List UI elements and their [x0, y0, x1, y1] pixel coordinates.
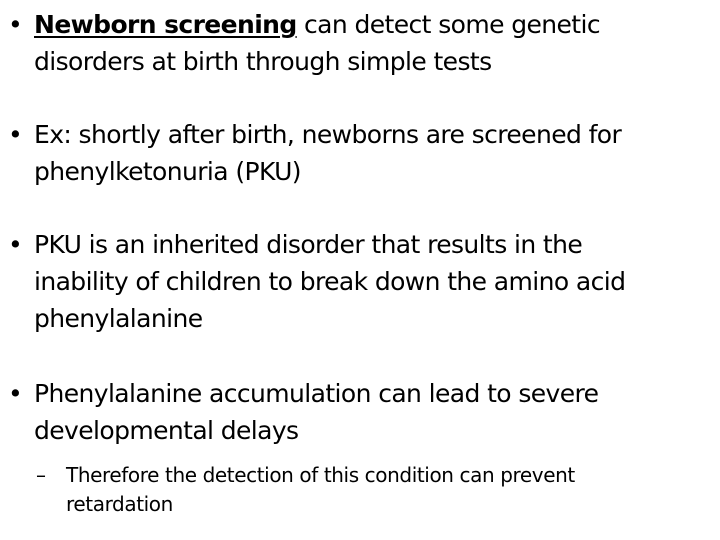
sub-bullet-text — [66, 461, 706, 519]
bullet-marker: • — [8, 10, 23, 39]
bullet-pku-definition — [8, 226, 698, 337]
bullet-line — [34, 6, 698, 43]
bullet-marker: • — [8, 230, 23, 259]
bullet-line: phenylketonuria (PKU) — [34, 157, 301, 186]
bullet-line: phenylalanine — [34, 304, 203, 333]
key-term: Newborn screening — [34, 10, 297, 39]
bullet-example-pku — [8, 116, 698, 190]
bullet-line: PKU is an inherited disorder that results in the — [34, 230, 583, 259]
sub-bullet-line: retardation — [66, 492, 173, 516]
bullet-text — [34, 116, 698, 190]
bullet-line-rest: can detect some genetic — [296, 10, 600, 39]
sub-bullet-line: Therefore the detection of this condition can prevent — [66, 463, 575, 487]
bullet-text — [34, 6, 698, 80]
bullet-marker: • — [8, 379, 23, 408]
bullet-line: Ex: shortly after birth, newborns are screened for — [34, 120, 622, 149]
bullet-line: Phenylalanine accumulation can lead to severe — [34, 379, 599, 408]
bullet-phenylalanine-accumulation — [8, 375, 698, 449]
bullet-text — [34, 375, 698, 449]
bullet-newborn-screening — [8, 6, 698, 80]
bullet-line: inability of children to break down the amino acid — [34, 267, 626, 296]
sub-bullet-detection — [36, 461, 706, 519]
bullet-line: disorders at birth through simple tests — [34, 47, 492, 76]
bullet-text — [34, 226, 698, 337]
bullet-marker: • — [8, 120, 23, 149]
bullet-line: developmental delays — [34, 416, 299, 445]
sub-bullet-marker: – — [36, 463, 46, 487]
